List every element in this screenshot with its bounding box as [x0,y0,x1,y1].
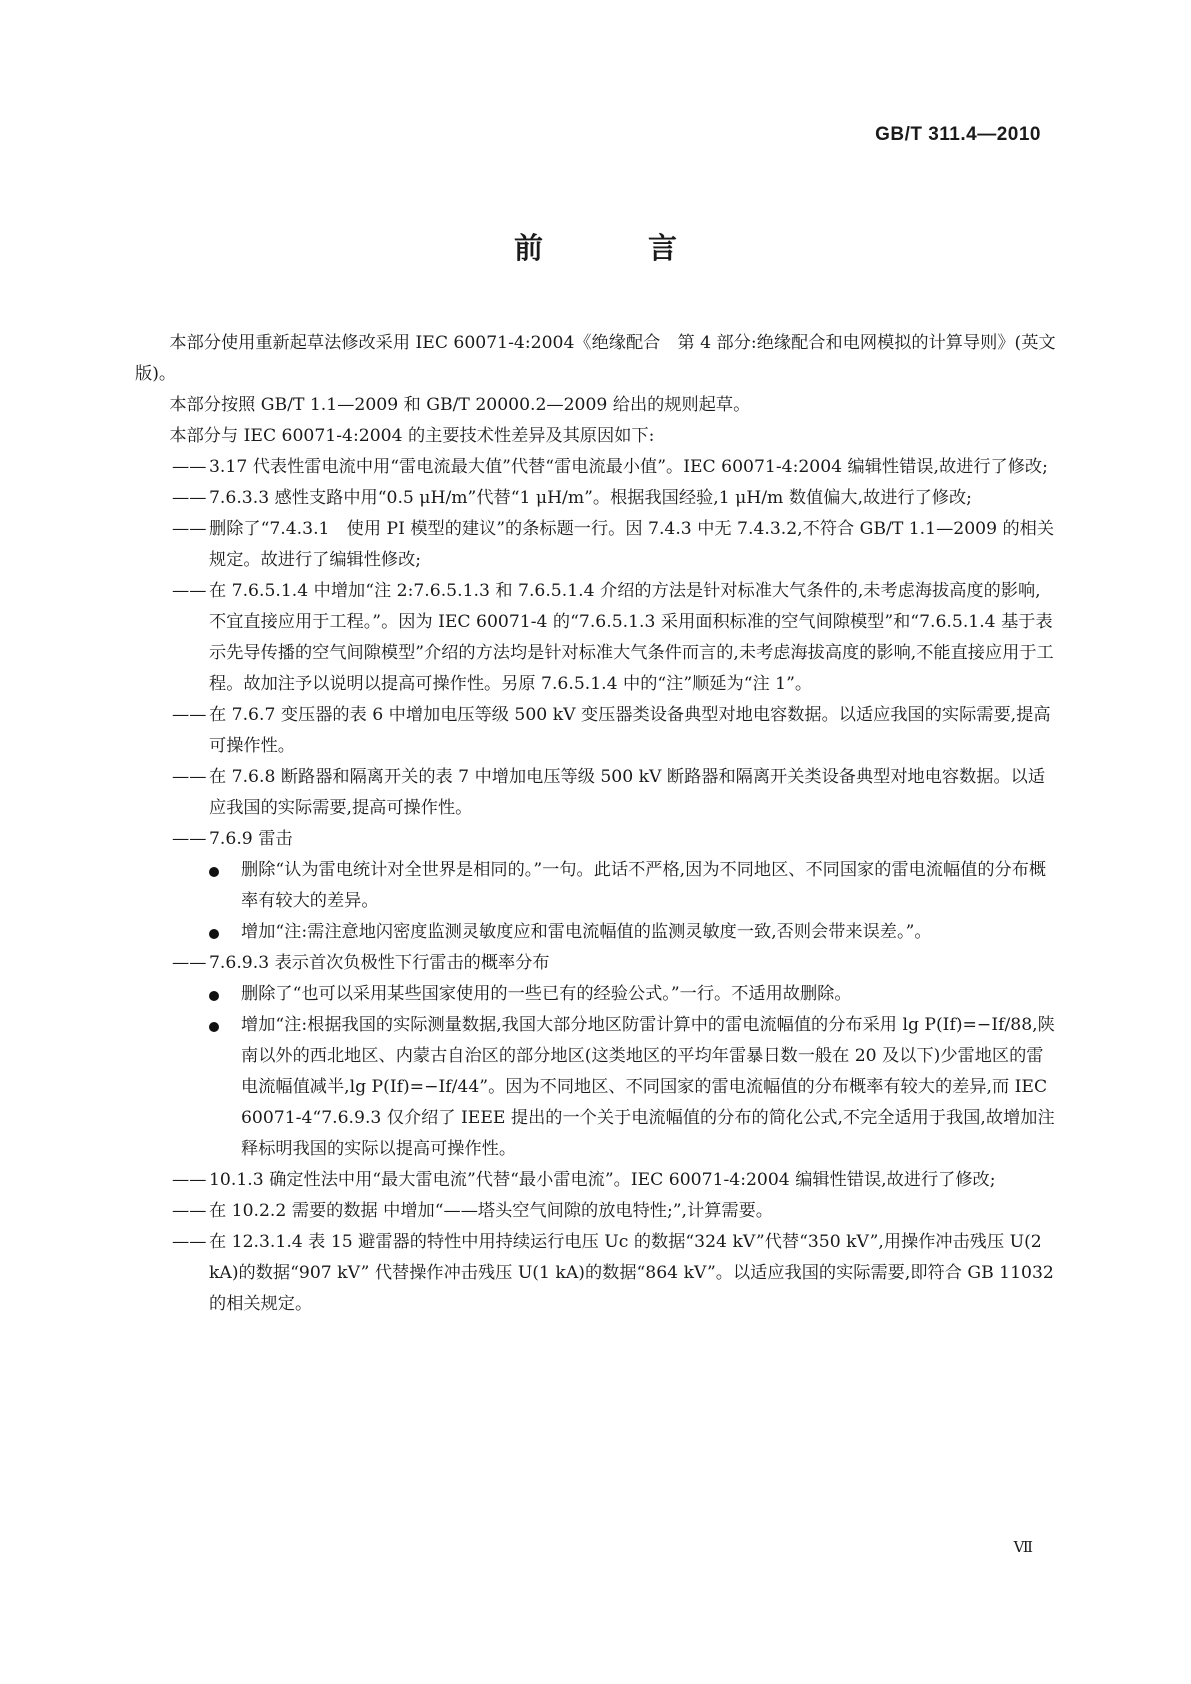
diff-item [135,452,1057,483]
bullet-item [135,979,1057,1010]
diff-item [135,1196,1057,1227]
diff-item-text: 10.1.3 确定性法中用“最大雷电流”代替“最小雷电流”。IEC 60071-4:2004 编辑性错误,故进行了修改; [209,1170,996,1190]
diff-item [135,514,1057,576]
standard-code: GB/T 311.4—2010 [875,124,1041,145]
intro-paragraph-3: 本部分与 IEC 60071-4:2004 的主要技术性差异及其原因如下: [169,426,655,446]
bullet-item [135,917,1057,948]
dash-marker: —— [172,1232,207,1252]
diff-item-text: 在 7.6.7 变压器的表 6 中增加电压等级 500 kV 变压器类设备典型对地电容数据。以适应我国的实际需要,提高可操作性。 [209,705,1051,756]
dash-marker: —— [172,1201,207,1221]
dash-marker: —— [172,581,207,601]
diff-item-text: 在 7.6.5.1.4 中增加“注 2:7.6.5.1.3 和 7.6.5.1.4 介绍的方法是针对标准大气条件的,未考虑海拔高度的影响,不宜直接应用于工程。”。因为 IEC 60071-4 的“7.6.5.1.3 采用面积标准的空气间隙模型”和“7.6.5.1.4 基于表示先导传播的空气间隙模型”介绍的方法均是针对标准大气条件而言的,未考虑海拔高度的影响,不能直接应用于工程。故加注予以说明以提高可操作性。另原 7.6.5.1.4 中的“注”顺延为“注 1”。 [209,581,1054,694]
diff-item-text: 7.6.9 雷击 [209,829,293,849]
bullet-item-text: 删除“认为雷电统计对全世界是相同的。”一句。此话不严格,因为不同地区、不同国家的雷电流幅值的分布概率有较大的差异。 [241,860,1047,911]
diff-item [135,762,1057,824]
dash-marker: —— [172,488,207,508]
bullet-dot-icon [209,1022,219,1032]
dash-marker: —— [172,457,207,477]
dash-marker: —— [172,519,207,539]
diff-item [135,948,1057,979]
dash-marker: —— [172,705,207,725]
dash-marker: —— [172,767,207,787]
page-title: 前 言 [513,231,715,265]
diff-item-text: 在 10.2.2 需要的数据 中增加“——塔头空气间隙的放电特性;”,计算需要。 [209,1201,773,1221]
diff-item-text: 7.6.9.3 表示首次负极性下行雷击的概率分布 [209,953,550,973]
bullet-item [135,855,1057,917]
diff-item [135,483,1057,514]
dash-marker: —— [172,953,207,973]
document-body [135,328,1057,1320]
intro-paragraph-2: 本部分按照 GB/T 1.1—2009 和 GB/T 20000.2—2009 给出的规则起草。 [169,395,751,415]
diff-item [135,1165,1057,1196]
bullet-dot-icon [209,867,219,877]
bullet-item-text: 删除了“也可以采用某些国家使用的一些已有的经验公式。”一行。不适用故删除。 [241,984,852,1004]
diff-item-text: 在 7.6.8 断路器和隔离开关的表 7 中增加电压等级 500 kV 断路器和隔离开关类设备典型对地电容数据。以适应我国的实际需要,提高可操作性。 [209,767,1046,818]
diff-item [135,824,1057,855]
diff-item [135,576,1057,700]
diff-item-text: 删除了“7.4.3.1 使用 PI 模型的建议”的条标题一行。因 7.4.3 中无 7.4.3.2,不符合 GB/T 1.1—2009 的相关规定。故进行了编辑性修改; [209,519,1055,570]
bullet-item-text: 增加“注:需注意地闪密度监测灵敏度应和雷电流幅值的监测灵敏度一致,否则会带来误差。”。 [241,922,932,942]
bullet-item [135,1010,1057,1165]
intro-paragraph-1: 本部分使用重新起草法修改采用 IEC 60071-4:2004《绝缘配合 第 4 部分:绝缘配合和电网模拟的计算导则》(英文版)。 [135,333,1056,384]
diff-item [135,1227,1057,1320]
diff-item-text: 在 12.3.1.4 表 15 避雷器的特性中用持续运行电压 Uc 的数据“324 kV”代替“350 kV”,用操作冲击残压 U(2 kA)的数据“907 kV” 代替操作冲击残压 U(1 kA)的数据“864 kV”。以适应我国的实际需要,即符合 GB 11032 的相关规定。 [209,1232,1054,1314]
bullet-dot-icon [209,991,219,1001]
bullet-dot-icon [209,929,219,939]
dash-marker: —— [172,829,207,849]
diff-item-text: 3.17 代表性雷电流中用“雷电流最大值”代替“雷电流最小值”。IEC 60071-4:2004 编辑性错误,故进行了修改; [209,457,1048,477]
bullet-item-text: 增加“注:根据我国的实际测量数据,我国大部分地区防雷计算中的雷电流幅值的分布采用 lg P(If)=−If/88,陕南以外的西北地区、内蒙古自治区的部分地区(这类地区的平均年雷暴日数一般在 20 及以下)少雷地区的雷电流幅值减半,lg P(If)=−If/44”。因为不同地区、不同国家的雷电流幅值的分布概率有较大的差异,而 IEC 60071-4“7.6.9.3 仅介绍了 IEEE 提出的一个关于电流幅值的分布的简化公式,不完全适用于我国,故增加注释标明我国的实际以提高可操作性。 [241,1015,1055,1159]
diff-item-text: 7.6.3.3 感性支路中用“0.5 μH/m”代替“1 μH/m”。根据我国经验,1 μH/m 数值偏大,故进行了修改; [209,488,972,508]
dash-marker: —— [172,1170,207,1190]
page-number: Ⅶ [1013,1538,1033,1556]
diff-item [135,700,1057,762]
